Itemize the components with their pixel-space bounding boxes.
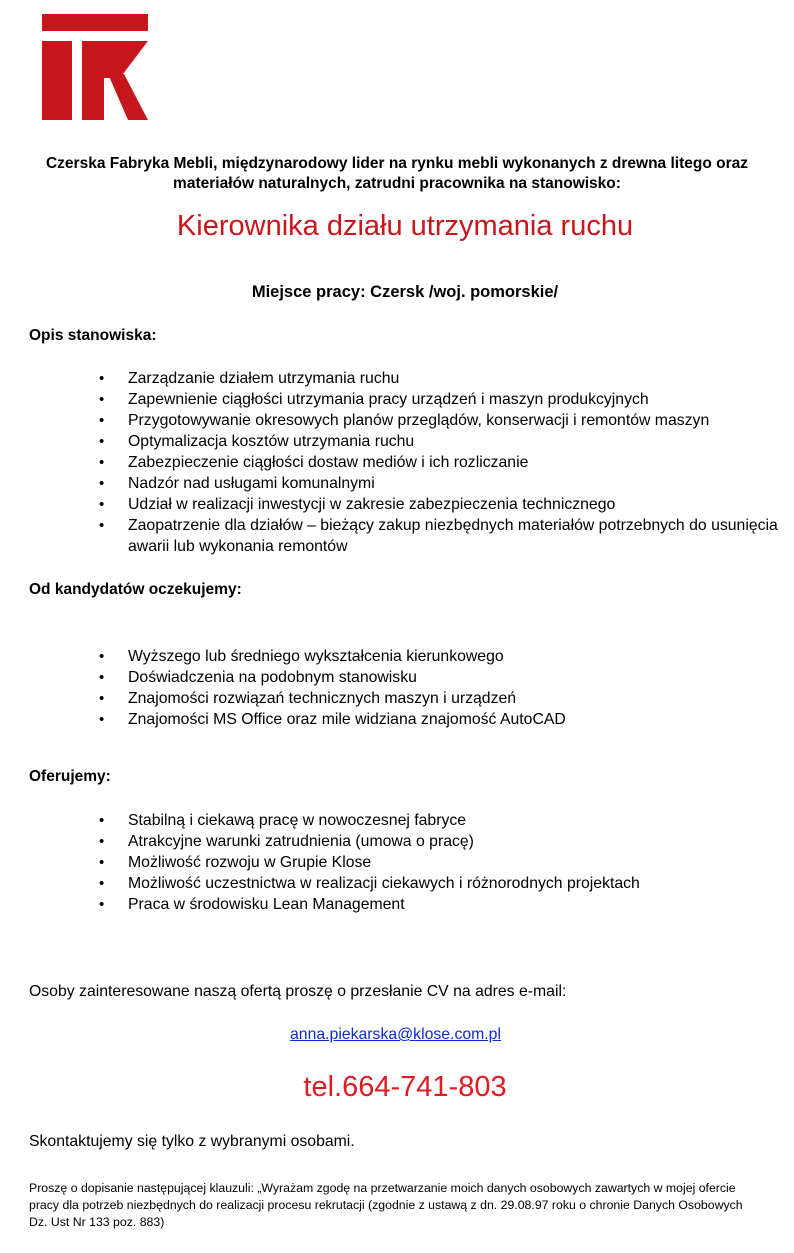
closing-note: Skontaktujemy się tylko z wybranymi osobami.: [29, 1133, 355, 1150]
list-item: • Zabezpieczenie ciągłości dostaw mediów i ich rozliczanie: [128, 452, 778, 473]
list-item: • Zarządzanie działem utrzymania ruchu: [128, 368, 778, 389]
job-title: Kierownika działu utrzymania ruchu: [176, 210, 634, 242]
offer-heading: Oferujemy:: [29, 768, 111, 785]
list-item: • Optymalizacja kosztów utrzymania ruchu: [128, 431, 778, 452]
list-item: • Doświadczenia na podobnym stanowisku: [128, 667, 778, 688]
list-item: • Atrakcyjne warunki zatrudnienia (umowa o pracę): [128, 831, 778, 852]
list-item: • Zapewnienie ciągłości utrzymania pracy urządzeń i maszyn produkcyjnych: [128, 389, 778, 410]
list-item: • Udział w realizacji inwestycji w zakresie zabezpieczenia technicznego: [128, 494, 778, 515]
list-item: • Możliwość uczestnictwa w realizacji ciekawych i różnorodnych projektach: [128, 873, 778, 894]
job-location: Miejsce pracy: Czersk /woj. pomorskie/: [251, 283, 559, 301]
company-intro: Czerska Fabryka Mebli, międzynarodowy lider na rynku mebli wykonanych z drewna litego oraz materiałów naturalnych, zatrudni pracownika na stanowisko:: [45, 155, 748, 192]
requirements-heading: Od kandydatów oczekujemy:: [29, 581, 242, 598]
description-list: [128, 368, 778, 557]
email-link[interactable]: anna.piekarska@klose.com.pl: [290, 1026, 501, 1043]
list-item: • Znajomości MS Office oraz mile widziana znajomość AutoCAD: [128, 709, 778, 730]
ik-monogram-logo-icon: [42, 14, 148, 120]
list-item: • Przygotowywanie okresowych planów przeglądów, konserwacji i remontów maszyn: [128, 410, 778, 431]
list-item: • Możliwość rozwoju w Grupie Klose: [128, 852, 778, 873]
list-item: • Znajomości rozwiązań technicznych maszyn i urządzeń: [128, 688, 778, 709]
gdpr-clause: Proszę o dopisanie następującej klauzuli: „Wyrażam zgodę na przetwarzanie moich danych osobowych zawartych w mojej ofercie pracy dla potrzeb niezbędnych do realizacji procesu rekrutacji (zgodnie z ustawą z dn. 29.08.97 roku o chronie Danych Osobowych Dz. Ust Nr 133 poz. 883): [29, 1181, 743, 1229]
offer-list: [128, 810, 778, 915]
phone-number: tel.664-741-803: [303, 1071, 507, 1103]
description-heading: Opis stanowiska:: [29, 327, 157, 344]
contact-instructions: Osoby zainteresowane naszą ofertą proszę o przesłanie CV na adres e-mail:: [29, 983, 567, 1000]
list-item: • Nadzór nad usługami komunalnymi: [128, 473, 778, 494]
requirements-list: [128, 646, 778, 730]
list-item: • Stabilną i ciekawą pracę w nowoczesnej fabryce: [128, 810, 778, 831]
list-item: • Wyższego lub średniego wykształcenia kierunkowego: [128, 646, 778, 667]
list-item: • Praca w środowisku Lean Management: [128, 894, 778, 915]
list-item: • Zaopatrzenie dla działów – bieżący zakup niezbędnych materiałów potrzebnych do usunięcia awarii lub wykonania remontów: [128, 515, 778, 557]
